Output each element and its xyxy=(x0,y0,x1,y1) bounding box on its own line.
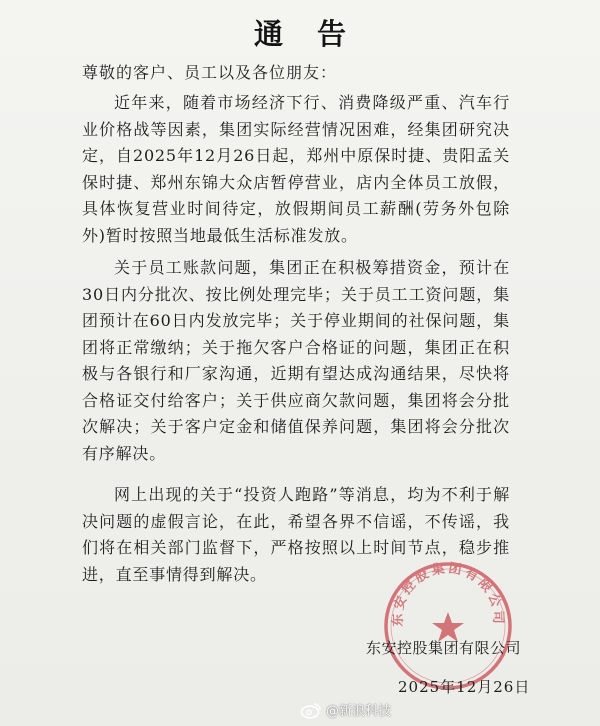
source-watermark xyxy=(300,700,391,719)
notice-paragraph-3: 网上出现的关于“投资人跑路”等消息，均为不利于解决问题的虚假言论，在此，希望各界不信谣，不传谣，我们将在相关部门监督下，严格按照以上时间节点，稳步推进，直至事情得到解决。 xyxy=(82,485,510,584)
seal-text: 东安控股集团有限公司 xyxy=(390,561,506,627)
weibo-icon xyxy=(300,701,322,719)
notice-salutation: 尊敬的客户、员工以及各位朋友： xyxy=(82,63,338,82)
issuer-company: 东安控股集团有限公司 xyxy=(366,639,522,657)
watermark-text: @新浪科技 xyxy=(326,704,392,719)
issue-date: 2025年12月26日 xyxy=(398,678,531,696)
notice-title: 通告 xyxy=(253,17,380,51)
notice-paragraph-1: 近年来，随着市场经济下行、消费降级严重、汽车行业价格战等因素，集团实际经营情况困难，经集团研究决定，自2025年12月26日起，郑州中原保时捷、贵阳孟关保时捷、郑州东锦大众店暂停营业，店内全体员工放假，具体恢复营业时间待定，放假期间员工薪酬(劳务外包除外)暂时按照当地最低生活标准发放。 xyxy=(82,93,510,245)
company-seal xyxy=(382,560,514,692)
notice-paragraph-2: 关于员工账款问题，集团正在积极筹措资金，预计在30日内分批次、按比例处理完毕；关于员工工资问题，集团预计在60日内发放完毕；关于停业期间的社保问题，集团将正常缴纳；关于拖欠客户合格证的问题，集团正在积极与各银行和厂家沟通，近期有望达成沟通结果，尽快将合格证交付给客户；关于供应商欠款问题，集团将会分批次解决；关于客户定金和储值保养问题，集团将会分批次有序解决。 xyxy=(82,258,510,463)
